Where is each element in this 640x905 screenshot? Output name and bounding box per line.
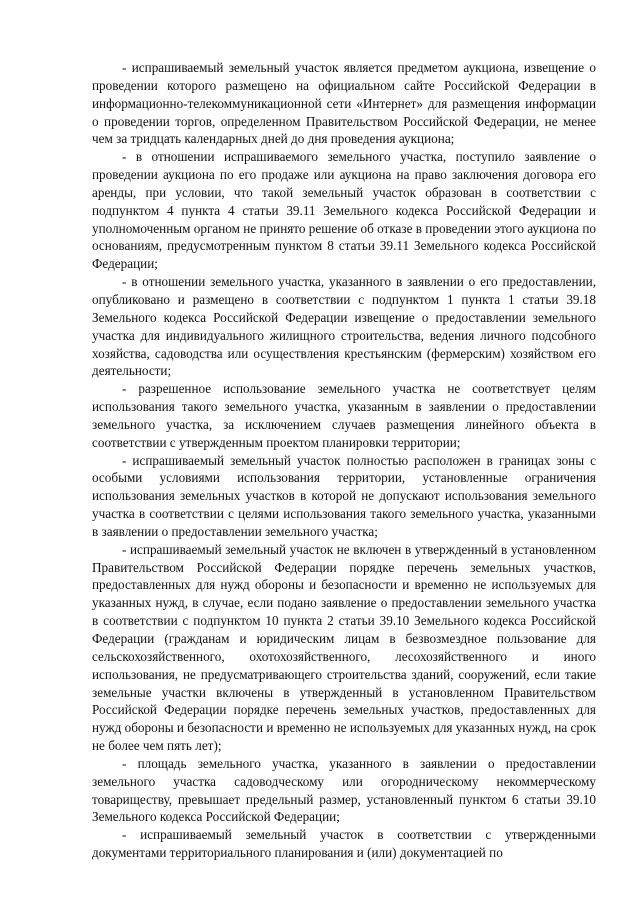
paragraph-defense-list: - испрашиваемый земельный участок не включен в утвержденный в установленном Правительством Российской Федерации порядке перечень земельных участков, предоставленных для нужд обороны и безопасности и временно не используемых для указанных нужд, в случае, если подано заявление о предоставлении земельного участка в соответствии с подпунктом 10 пункта 2 статьи 39.10 Земельного кодекса Российской Федерации (гражданам и юридическим лицам в безвозмездное пользование для сельскохозяйственного, охотохозяйственного, лесохозяйственного и иного использования, не предусматривающего строительства зданий, сооружений, если такие земельные участки включены в утвержденный в установленном Правительством Российской Федерации порядке перечень земельных участков, предоставленных для нужд обороны и безопасности и временно не используемых для указанных нужд, на срок не более чем пять лет);	[92, 541, 596, 754]
paragraph-auction-notice: - испрашиваемый земельный участок является предметом аукциона, извещение о проведении которого размещено на официальном сайте Российской Федерации в информационно-телекоммуникационной сети «Интернет» для размещения информации о проведении торгов, определенном Правительством Российской Федерации, не менее чем за тридцать календарных дней до дня проведения аукциона;	[92, 60, 596, 147]
document-body	[92, 59, 596, 862]
paragraph-auction-application: - в отношении испрашиваемого земельного участка, поступило заявление о проведении аукциона по его продаже или аукциона на право заключения договора его аренды, при условии, что такой земельный участок образован в соответствии с подпунктом 4 пункта 4 статьи 39.11 Земельного кодекса Российской Федерации и уполномоченным органом не принято решение об отказе в проведении этого аукциона по основаниям, предусмотренным пунктом 8 статьи 39.11 Земельного кодекса Российской Федерации;	[92, 149, 596, 272]
paragraph-area-limit: - площадь земельного участка, указанного в заявлении о предоставлении земельного участка садоводческому или огородническому некоммерческому товариществу, превышает предельный размер, установленный пунктом 6 статьи 39.10 Земельного кодекса Российской Федерации;	[92, 755, 596, 825]
paragraph-territorial-planning: - испрашиваемый земельный участок в соответствии с утвержденными документами территориального планирования и (или) документацией по	[92, 827, 596, 861]
paragraph-published-notice: - в отношении земельного участка, указанного в заявлении о его предоставлении, опубликовано и размещено в соответствии с подпунктом 1 пункта 1 статьи 39.18 Земельного кодекса Российской Федерации извещение о предоставлении земельного участка для индивидуального жилищного строительства, ведения личного подсобного хозяйства, садоводства или осуществления крестьянским (фермерским) хозяйством его деятельности;	[92, 274, 596, 379]
paragraph-permitted-use: - разрешенное использование земельного участка не соответствует целям использования такого земельного участка, указанным в заявлении о предоставлении земельного участка, за исключением случаев размещения линейного объекта в соответствии с утвержденным проектом планировки территории;	[92, 381, 596, 450]
paragraph-special-zone: - испрашиваемый земельный участок полностью расположен в границах зоны с особыми условиями использования территории, установленные ограничения использования земельных участков в которой не допускают использования земельного участка в соответствии с целями использования такого земельного участка, указанными в заявлении о предоставлении земельного участка;	[92, 452, 596, 539]
